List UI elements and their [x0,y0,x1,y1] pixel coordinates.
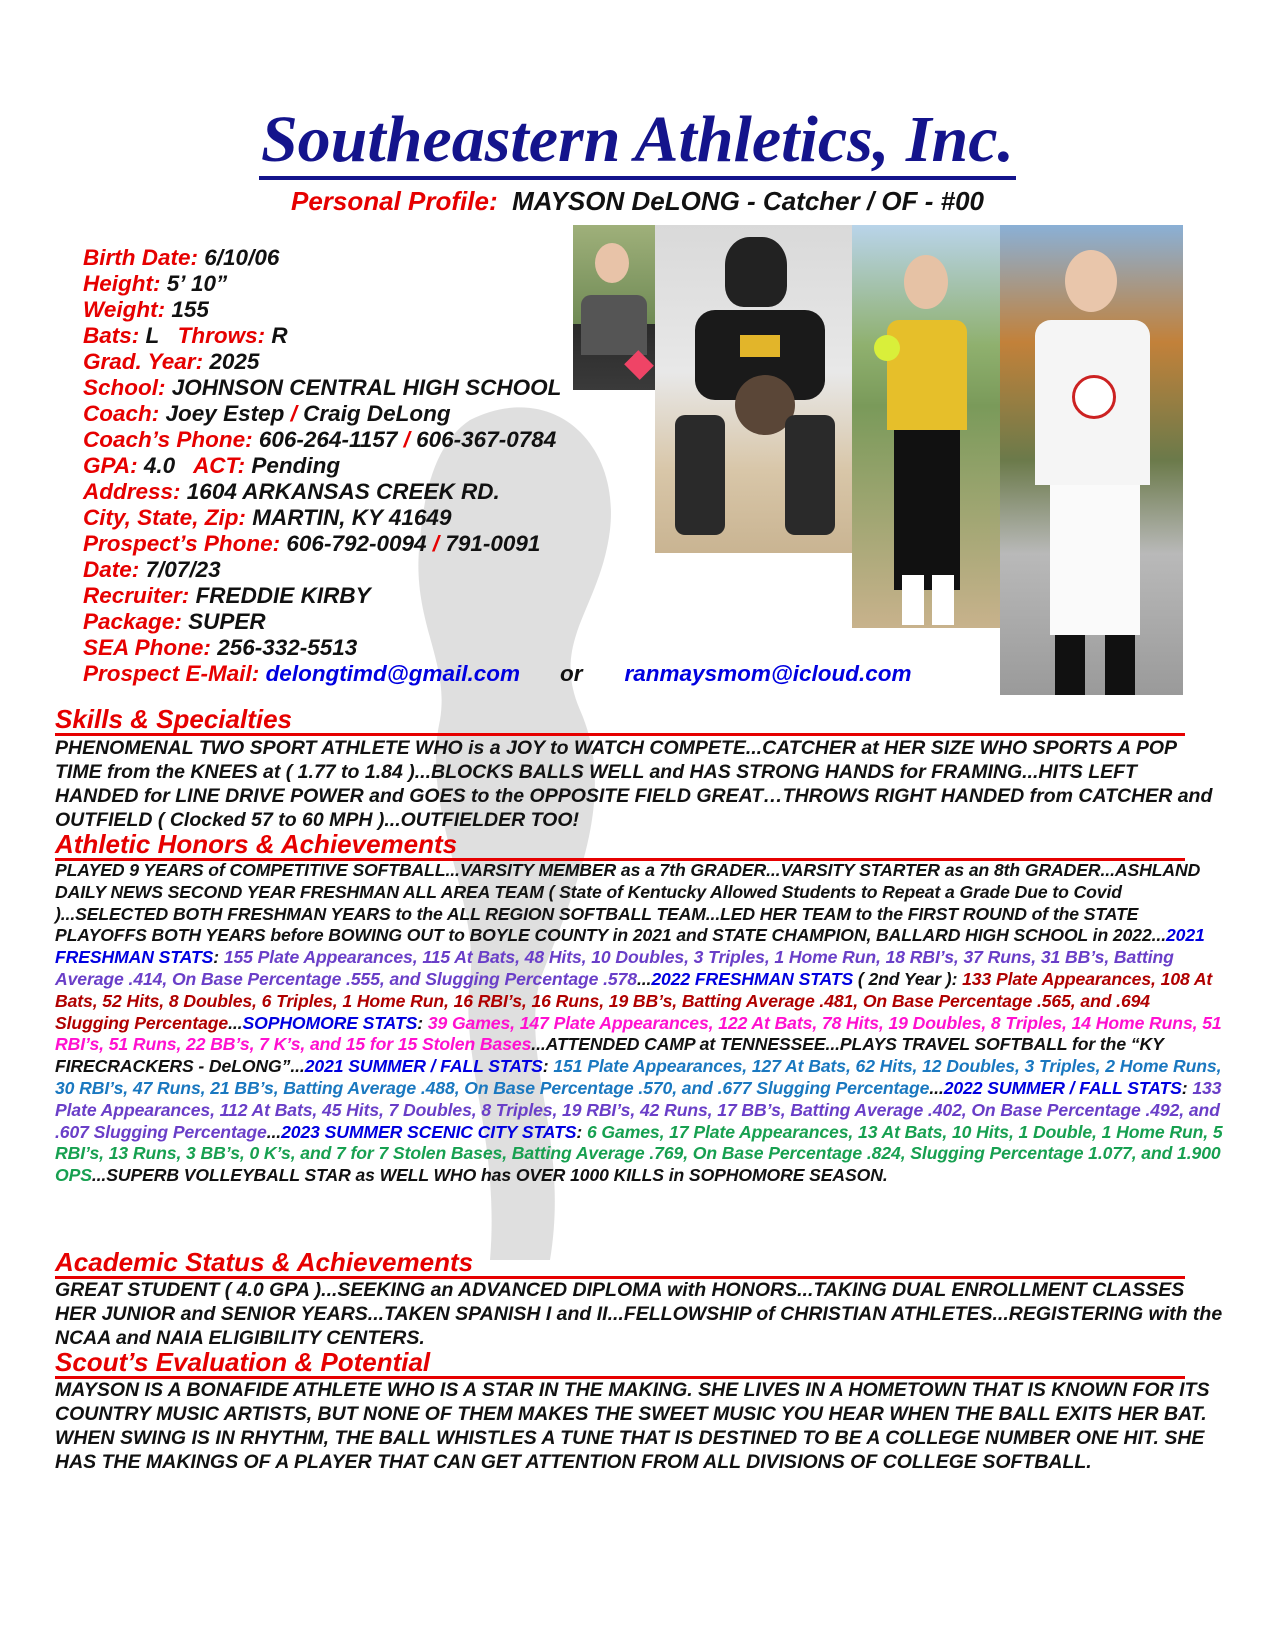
field-value: Joey Estep [165,401,285,426]
honors-segment: 6 Games, 17 Plate Appearances, 13 At Bats, 10 Hits, 1 Double, 1 Home Run, 5 RBI’s, 13 Runs, 3 BB’s, 0 K’s, and 7 for 7 Stolen Bases, Batting Average .769, On Base Percentage .824, Slugging Percentage 1.077, and 1.900 OPS [55,1121,1223,1186]
company-title: Southeastern Athletics, Inc. [0,104,1275,176]
honors-segment: ... [266,1121,282,1142]
honors-segment: 155 Plate Appearances, 115 At Bats, 48 Hits, 10 Doubles, 3 Triples, 1 Home Run, 18 RBI’s, 37 Runs, 31 BB’s, Batting Average .414, On Base Percentage .555, and Slugging Percentage .578 [55,947,1174,989]
skills-body: PHENOMENAL TWO SPORT ATHLETE WHO is a JOY to WATCH COMPETE...CATCHER at HER SIZE WHO SPORTS A POP TIME from the KNEES at ( 1.77 to 1.84 )...BLOCKS BALLS WELL and HAS STRONG HANDS for FRAMING...HITS LEFT HANDED for LINE DRIVE POWER and GOES to the OPPOSITE FIELD GREAT…THROWS RIGHT HANDED from CATCHER and OUTFIELD ( Clocked 57 to 60 MPH )...OUTFIELDER TOO! [55,737,1213,831]
field-value: 256-332-5513 [217,635,358,660]
field-value: 7/07/23 [145,557,221,582]
honors-segment: 2022 SUMMER / FALL STATS [943,1077,1182,1098]
field-label: GPA: [83,453,138,478]
field-value: FREDDIE KIRBY [195,583,371,608]
separator: / [432,531,440,556]
honors-segment: ( 2nd Year ): [853,968,963,989]
honors-segment: : [576,1121,587,1142]
honors-segment: : [417,1012,428,1033]
field-label: Height: [83,271,161,296]
honors-segment: 133 Plate Appearances, 112 At Bats, 45 Hits, 7 Doubles, 8 Triples, 19 RBI’s, 42 Runs, 17 BB’s, Batting Average .402, On Base Percentage .492, and .607 Slugging Percentage [55,1077,1222,1142]
honors-segment: SOPHOMORE STATS [242,1012,418,1033]
field-label: Throws: [177,323,266,348]
field-value: Pending [251,453,341,478]
email-link-2[interactable]: ranmaysmom@icloud.com [624,661,912,686]
field-label: Prospect’s Phone: [83,531,281,556]
separator: / [290,401,297,426]
academic-heading: Academic Status & Achievements [55,1248,1185,1279]
field-label: Weight: [83,297,166,322]
field-label: Grad. Year: [83,349,204,374]
field-value: SUPER [188,609,266,634]
honors-heading: Athletic Honors & Achievements [55,830,1185,861]
honors-segment: 2023 SUMMER SCENIC CITY STATS [281,1121,577,1142]
profile-field [83,583,912,609]
field-label: City, State, Zip: [83,505,246,530]
profile-field [83,635,912,661]
field-value: 1604 ARKANSAS CREEK RD. [186,479,500,504]
field-label: SEA Phone: [83,635,211,660]
field-label: School: [83,375,166,400]
honors-segment: PLAYED 9 YEARS of COMPETITIVE SOFTBALL...VARSITY MEMBER as a 7th GRADER...VARSITY STARTER as an 8th GRADER...ASHLAND DAILY NEWS SECOND YEAR FRESHMAN ALL AREA TEAM ( State of Kentucky Allowed Students to Repeat a Grade Due to Covid )...SELECTED BOTH FRESHMAN YEARS to the ALL REGION SOFTBALL TEAM...LED HER TEAM to the FIRST ROUND of the STATE PLAYOFFS BOTH YEARS before BOWING OUT to BOYLE COUNTY in 2021 and STATE CHAMPION, BALLARD HIGH SCHOOL in 2022... [55,860,1201,946]
email-row [83,661,912,687]
honors-segment: : [213,947,224,968]
field-label: Bats: [83,323,140,348]
photo-smiling-player [573,225,655,390]
scout-body: MAYSON IS A BONAFIDE ATHLETE WHO IS A STAR IN THE MAKING. SHE LIVES IN A HOMETOWN THAT IS KNOWN FOR ITS COUNTRY MUSIC ARTISTS, BUT NONE OF THEM MAKES THE SWEET MUSIC YOU HEAR WHEN THE BALL EXITS HER BAT. WHEN SWING IS IN RHYTHM, THE BALL WHISTLES A TUNE THAT IS DESTINED TO BE A COLLEGE NUMBER ONE HIT. SHE HAS THE MAKINGS OF A PLAYER THAT CAN GET ATTENTION FROM ALL DIVISIONS OF COLLEGE SOFTBALL. [55,1379,1210,1473]
field-value: JOHNSON CENTRAL HIGH SCHOOL [171,375,562,400]
field-label: Coach: [83,401,160,426]
personal-profile-line [0,186,1275,216]
field-value: 791-0091 [445,531,541,556]
field-value: 155 [171,297,209,322]
email-label: Prospect E-Mail: [83,661,260,686]
honors-segment: ... [228,1012,243,1033]
field-value: 606-792-0094 [286,531,427,556]
honors-segment: : [542,1056,554,1077]
field-value: R [271,323,288,348]
field-value: 4.0 [143,453,176,478]
field-value: L [145,323,159,348]
field-value: 5’ 10” [166,271,228,296]
honors-segment: ...ATTENDED CAMP at TENNESSEE...PLAYS TRAVEL SOFTBALL for the “KY FIRECRACKERS - DeLONG”... [55,1034,1164,1077]
field-label: Package: [83,609,182,634]
field-value: 606-264-1157 [258,427,398,452]
photo-catcher-crouch [655,225,852,553]
skills-heading: Skills & Specialties [55,705,1185,736]
profile-label: Personal Profile: [290,186,498,216]
honors-segment: ... [929,1077,944,1098]
field-value: 6/10/06 [204,245,280,270]
profile-field [83,609,912,635]
honors-segment: ...SUPERB VOLLEYBALL STAR as WELL WHO has OVER 1000 KILLS in SOPHOMORE SEASON. [91,1165,888,1186]
field-value: MARTIN, KY 41649 [252,505,452,530]
separator: / [403,427,410,452]
email-link-1[interactable]: delongtimd@gmail.com [265,661,521,686]
field-label: ACT: [193,453,246,478]
field-label: Birth Date: [83,245,199,270]
honors-segment: 133 Plate Appearances, 108 At Bats, 52 Hits, 8 Doubles, 6 Triples, 1 Home Run, 16 RBI’s, 16 Runs, 19 BB’s, Batting Average .481, On Base Percentage .565, and .694 Slugging Percentage [55,968,1213,1033]
field-label: Date: [83,557,140,582]
honors-segment: 2021 FRESHMAN STATS [55,925,1205,968]
honors-segment: 39 Games, 147 Plate Appearances, 122 At Bats, 78 Hits, 19 Doubles, 8 Triples, 14 Home Runs, 51 RBI’s, 51 Runs, 22 BB’s, 7 K’s, and 15 for 15 Stolen Bases [55,1012,1222,1055]
field-value: 606-367-0784 [416,427,557,452]
honors-segment: ... [636,968,652,989]
honors-segment: 2022 FRESHMAN STATS [651,968,854,989]
photo-player-holding-ball [852,225,1000,628]
academic-body: GREAT STUDENT ( 4.0 GPA )...SEEKING an ADVANCED DIPLOMA with HONORS...TAKING DUAL ENROLLMENT CLASSES HER JUNIOR and SENIOR YEARS...TAKEN SPANISH I and II...FELLOWSHIP of CHRISTIAN ATHLETES...REGISTERING with the NCAA and NAIA ELIGIBILITY CENTERS. [55,1279,1223,1349]
field-value: Craig DeLong [303,401,451,426]
honors-segment: 2021 SUMMER / FALL STATS [304,1056,543,1077]
profile-value: MAYSON DeLONG - Catcher / OF - #00 [512,186,984,216]
field-value: 2025 [209,349,260,374]
honors-segment: 151 Plate Appearances, 127 At Bats, 62 Hits, 12 Doubles, 3 Triples, 2 Home Runs, 30 RBI’s, 47 Runs, 21 BB’s, Batting Average .488, On Base Percentage .570, and .677 Slugging Percentage [55,1056,1222,1098]
honors-body [55,860,1225,1187]
field-label: Recruiter: [83,583,190,608]
profile-field [83,557,912,583]
field-label: Coach’s Phone: [83,427,253,452]
scout-heading: Scout’s Evaluation & Potential [55,1348,1185,1379]
photo-firecrackers-uniform [1000,225,1183,695]
or-text: or [560,661,583,686]
field-label: Address: [83,479,181,504]
honors-segment: : [1181,1077,1193,1098]
